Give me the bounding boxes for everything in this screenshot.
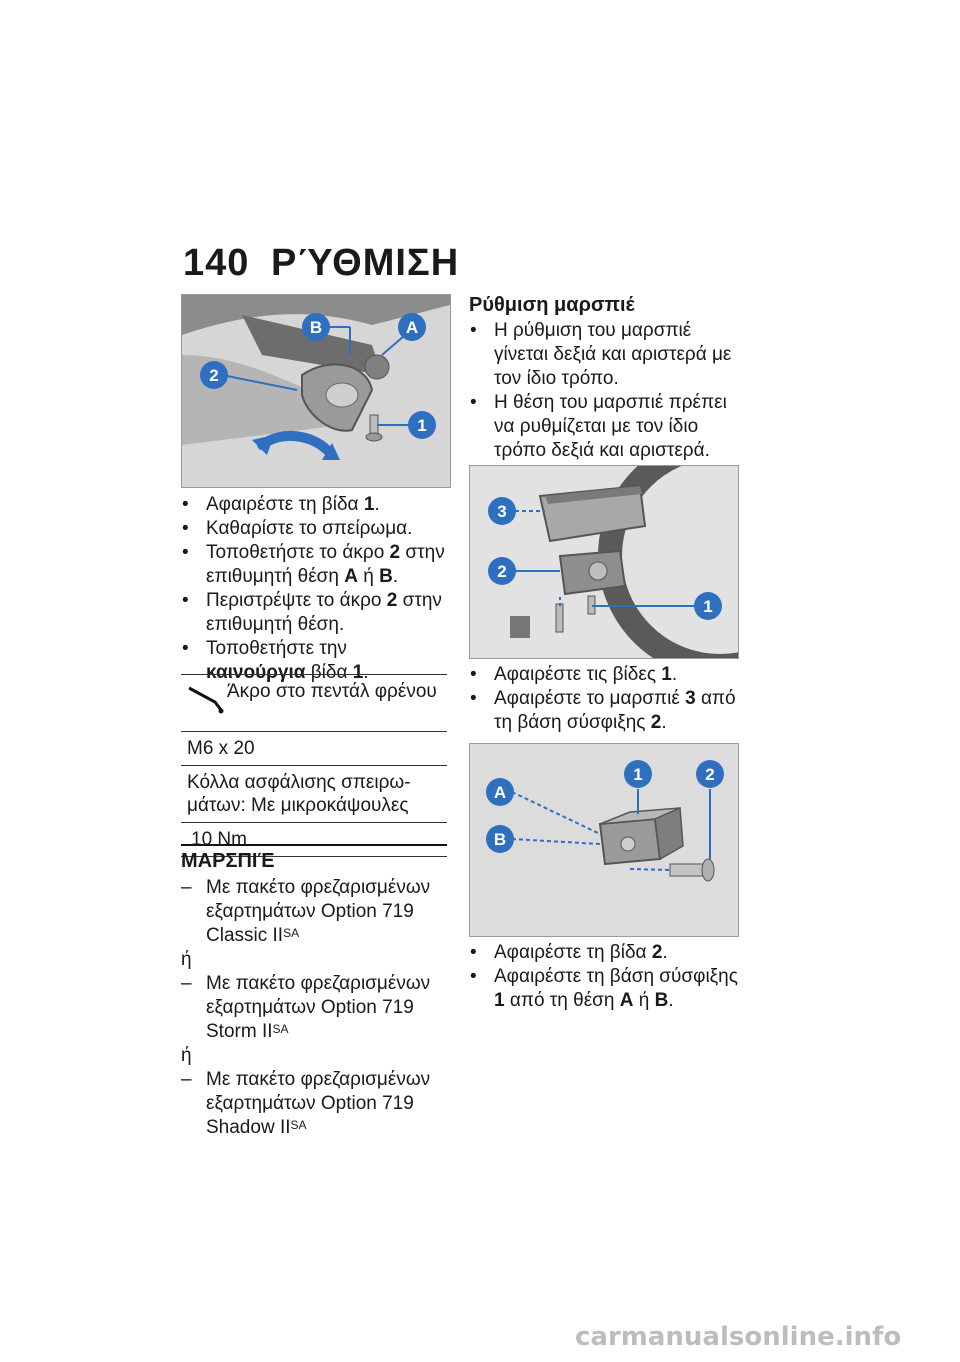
list-item: • Η ρύθμιση του μαρσπιέ γίνεται δεξιά και αριστερά με τον ίδιο τρόπο. [470, 320, 732, 389]
list-item: • Καθαρίστε το σπείρωμα. [182, 518, 413, 539]
list-item: • Αφαιρέστε το μαρσπιέ 3 από τη βάση σύσφιξης 2. [470, 688, 736, 733]
list-item: • Περιστρέψτε το άκρο 2 στην επιθυμητή θέση. [182, 590, 442, 635]
right-steps-2 [469, 663, 739, 735]
callout-2: 2 [209, 366, 219, 385]
right-heading: Ρύθμιση μαρσπιέ [469, 294, 635, 316]
torque-spec [181, 674, 447, 857]
watermark: carmanualsonline.info [575, 1322, 902, 1352]
or-text: ή [181, 949, 192, 970]
figure-footrest-adjust [181, 294, 451, 488]
callout-1: 1 [633, 765, 643, 784]
page-number: 140 [183, 242, 250, 284]
or-text: ή [181, 1045, 192, 1066]
callout-1: 1 [703, 597, 713, 616]
left-steps [181, 493, 451, 685]
callout-a: A [493, 783, 507, 802]
page-title: ΡΎΘΜΙΣΗ [271, 242, 460, 284]
callout-3: 3 [497, 502, 507, 521]
callout-1: 1 [417, 416, 427, 435]
callout-2: 2 [497, 562, 507, 581]
list-item: • Τοποθετήστε την καινούργια βίδα 1. [182, 638, 369, 683]
list-item: – Με πακέτο φρεζαρισμένων εξαρτημάτων Option 719 Classic $II^{SA}$ [181, 877, 431, 946]
callout-2: 2 [705, 765, 715, 784]
list-item: • Η θέση του μαρσπιέ πρέπει να ρυθμίζεται με τον ίδιο τρόπο δεξιά και αριστερά. [470, 392, 727, 461]
callout-a: A [405, 318, 419, 337]
list-item: – Με πακέτο φρεζαρισμένων εξαρτημάτων Option 719 Storm $II^{SA}$ [181, 973, 431, 1042]
list-item: – Με πακέτο φρεζαρισμένων εξαρτημάτων Option 719 Shadow $II^{SA}$ [181, 1069, 431, 1138]
spec-torque: 10 Nm [181, 823, 447, 857]
list-item: • Αφαιρέστε τη βίδα 2. [470, 942, 668, 963]
right-intro [469, 319, 739, 463]
section-title: ΜΑΡΣΠΙΈ [181, 844, 447, 873]
list-item: • Τοποθετήστε το άκρο 2 στην επιθυμητή θέση A ή B. [182, 542, 445, 587]
footrest-illustration [182, 295, 450, 487]
clamp-illustration [470, 744, 738, 936]
right-steps-3 [469, 941, 739, 1013]
options-list [181, 876, 441, 1140]
spec-title: Άκρο στο πεντάλ φρένου [227, 681, 437, 702]
callout-b: B [493, 830, 507, 849]
callout-b: B [309, 318, 323, 337]
spec-note: Κόλλα ασφάλισης σπειρω-μάτων: Με μικροκάψουλες [181, 766, 447, 823]
list-item: • Αφαιρέστε τη βάση σύσφιξης 1 από τη θέση A ή B. [470, 966, 738, 1011]
list-item: • Αφαιρέστε τη βίδα 1. [182, 494, 380, 515]
list-item: • Αφαιρέστε τις βίδες 1. [470, 664, 678, 685]
page-header [183, 242, 459, 285]
figure-footrest-removal [469, 465, 739, 659]
spec-size: M6 x 20 [181, 732, 447, 766]
figure-clamp-removal [469, 743, 739, 937]
footrest-removal-illustration [470, 466, 738, 658]
wrench-icon [187, 680, 227, 720]
